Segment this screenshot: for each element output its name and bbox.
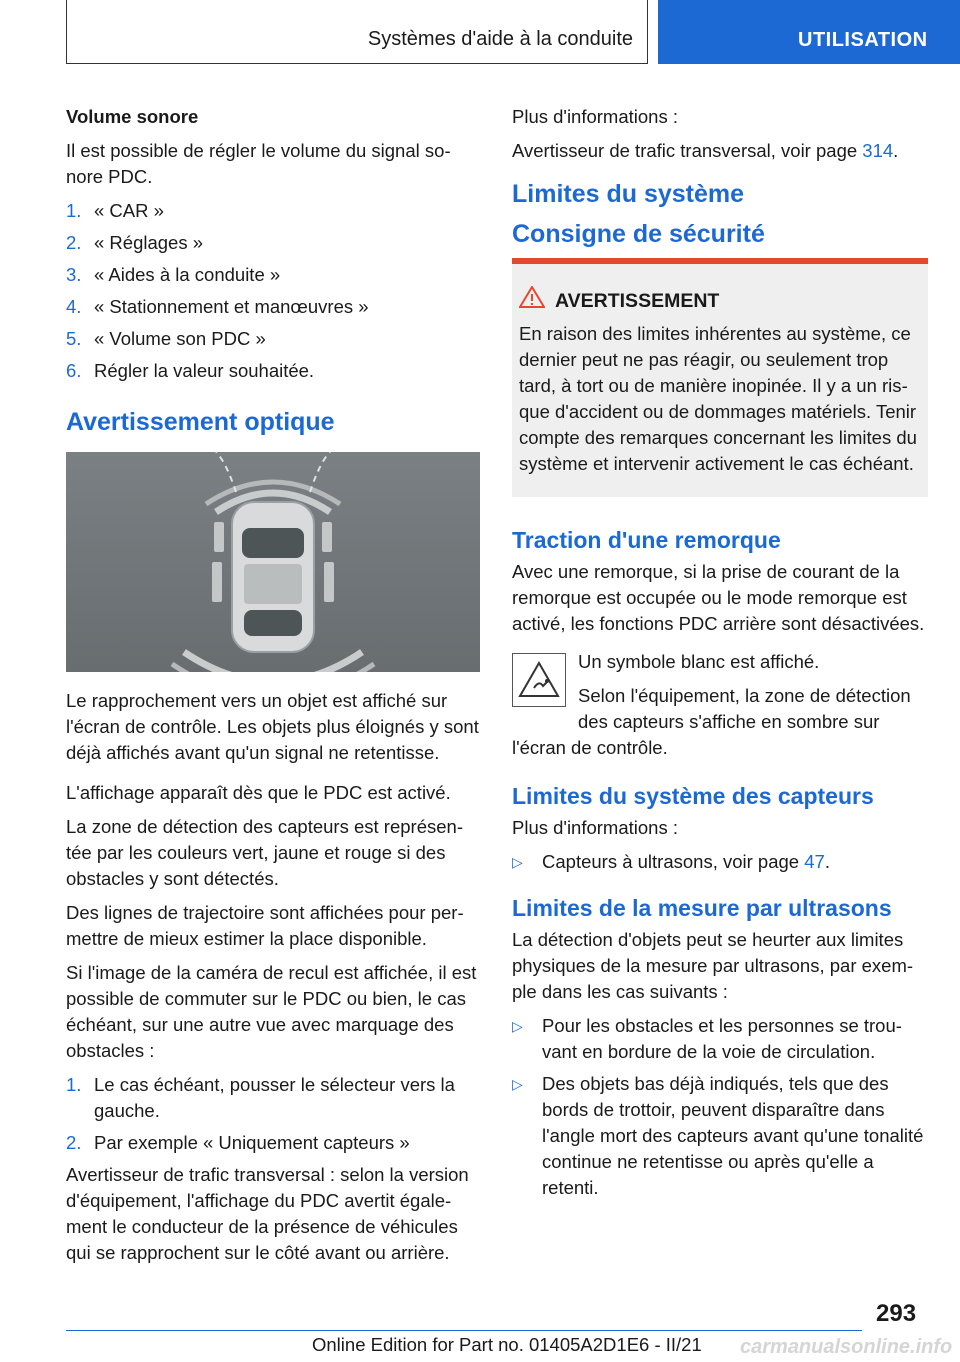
page-number: 293 xyxy=(876,1300,917,1327)
footer-rule xyxy=(66,1330,862,1331)
ultrasonic-list xyxy=(512,1013,928,1201)
sensor-limits-heading: Limites du système des capteurs xyxy=(512,783,874,809)
list-item: 5. « Volume son PDC » xyxy=(66,328,266,349)
volume-text: Il est possible de régler le volume du signal sonore PDC. xyxy=(66,140,451,187)
list-item: ▷ Des objets bas déjà indiqués, tels que des bords de trottoir, peuvent disparaître dans l'angle mort des capteurs avant qu'une tonalité continue ne retentisse ou après qu'elle a retenti. xyxy=(512,1073,924,1198)
sensor-more-info: Plus d'informations : xyxy=(512,817,678,838)
list-item: 1. Le cas échéant, pousser le sélecteur vers la gauche. xyxy=(66,1074,455,1121)
page-link-47[interactable]: 47 xyxy=(804,851,825,872)
section-title: Systèmes d'aide à la conduite xyxy=(367,28,633,50)
list-item: ▷ Pour les obstacles et les personnes se trouvant en bordure de la voie de circulation. xyxy=(512,1015,902,1062)
warning-title: AVERTISSEMENT xyxy=(519,286,922,315)
list-item: 1. « CAR » xyxy=(66,200,164,221)
warning-text: En raison des limites inhérentes au système, ce dernier peut ne pas réagir, ou seulement trop tard, à tort ou de manière inopinée. Il y a un risque d'accident ou de dommages matériels. Tenir compte des remarques concernant les limites du système et intervenir activement le cas échéant. xyxy=(519,323,917,474)
list-item: 4. « Stationnement et manœuvres » xyxy=(66,296,369,317)
cross-traffic-ref: Avertisseur de trafic transversal, voir page 314. xyxy=(512,140,899,161)
paragraph: Des lignes de trajectoire sont affichées pour permettre de mieux estimer la place disponible. xyxy=(66,902,464,949)
paragraph: Avertisseur de trafic transversal : selon la version d'équipement, l'affichage du PDC avertit également le conducteur de la présence de véhicules qui se rapprochent sur le côté avant ou arrière. xyxy=(66,1164,469,1263)
page-link-314[interactable]: 314 xyxy=(862,140,894,161)
ultrasonic-limits-heading: Limites de la mesure par ultrasons xyxy=(512,895,892,921)
warning-triangle-icon xyxy=(519,286,545,315)
list-item: ▷ Capteurs à ultrasons, voir page 47. xyxy=(512,851,830,872)
paragraph: L'affichage apparaît dès que le PDC est activé. xyxy=(66,782,451,803)
trailer-text: Avec une remorque, si la prise de courant de la remorque est occupée ou le mode remorque est activé, les fonctions PDC arrière sont désactivées. xyxy=(512,561,925,634)
symbol-block xyxy=(512,649,928,761)
chapter-title: UTILISATION xyxy=(798,29,928,51)
optic-warning-heading: Avertissement optique xyxy=(66,408,335,436)
symbol-text: Un symbole blanc est affiché. xyxy=(578,651,820,672)
edition-text: Online Edition for Part no. 01405A2D1E6 - II/21 xyxy=(312,1334,702,1355)
running-header-section xyxy=(66,0,648,64)
sensor-list xyxy=(512,849,928,875)
list-item: 6. Régler la valeur souhaitée. xyxy=(66,360,315,381)
volume-heading: Volume sonore xyxy=(66,106,199,127)
list-item: 2. Par exemple « Uniquement capteurs » xyxy=(66,1132,410,1153)
list-item: 2. « Réglages » xyxy=(66,232,204,253)
trailer-symbol-icon xyxy=(512,653,566,707)
paragraph: Le rapprochement vers un objet est affiché sur l'écran de contrôle. Les objets plus éloignés y sont déjà affichés avant qu'un signal ne retentisse. xyxy=(66,690,479,763)
volume-steps xyxy=(66,198,480,384)
running-header-chapter xyxy=(658,0,960,64)
right-column xyxy=(512,104,928,1219)
watermark-text: carmanualsonline.info xyxy=(740,1336,953,1358)
pdc-illustration xyxy=(66,452,480,672)
more-info-label: Plus d'informations : xyxy=(512,106,678,127)
warning-box xyxy=(512,264,928,497)
camera-steps xyxy=(66,1072,480,1156)
paragraph: Si l'image de la caméra de recul est affichée, il est possible de commuter sur le PDC ou bien, le cas échéant, sur une autre vue avec marquage des obstacles : xyxy=(66,962,477,1061)
safety-heading: Consigne de sécurité xyxy=(512,220,765,248)
system-limits-heading: Limites du système xyxy=(512,180,745,208)
trailer-heading: Traction d'une remorque xyxy=(512,527,781,553)
paragraph: La zone de détection des capteurs est représentée par les couleurs vert, jaune et rouge si des obstacles y sont détectés. xyxy=(66,816,463,889)
symbol-text: Selon l'équipement, la zone de détection des capteurs s'affiche en sombre sur xyxy=(578,685,911,732)
car-sensor-graphic xyxy=(66,452,480,672)
ultrasonic-text: La détection d'objets peut se heurter aux limites physiques de la mesure par ultrasons, par exemple dans les cas suivants : xyxy=(512,929,914,1002)
list-item: 3. « Aides à la conduite » xyxy=(66,264,281,285)
left-column xyxy=(66,104,480,1274)
symbol-text: l'écran de contrôle. xyxy=(512,737,668,758)
